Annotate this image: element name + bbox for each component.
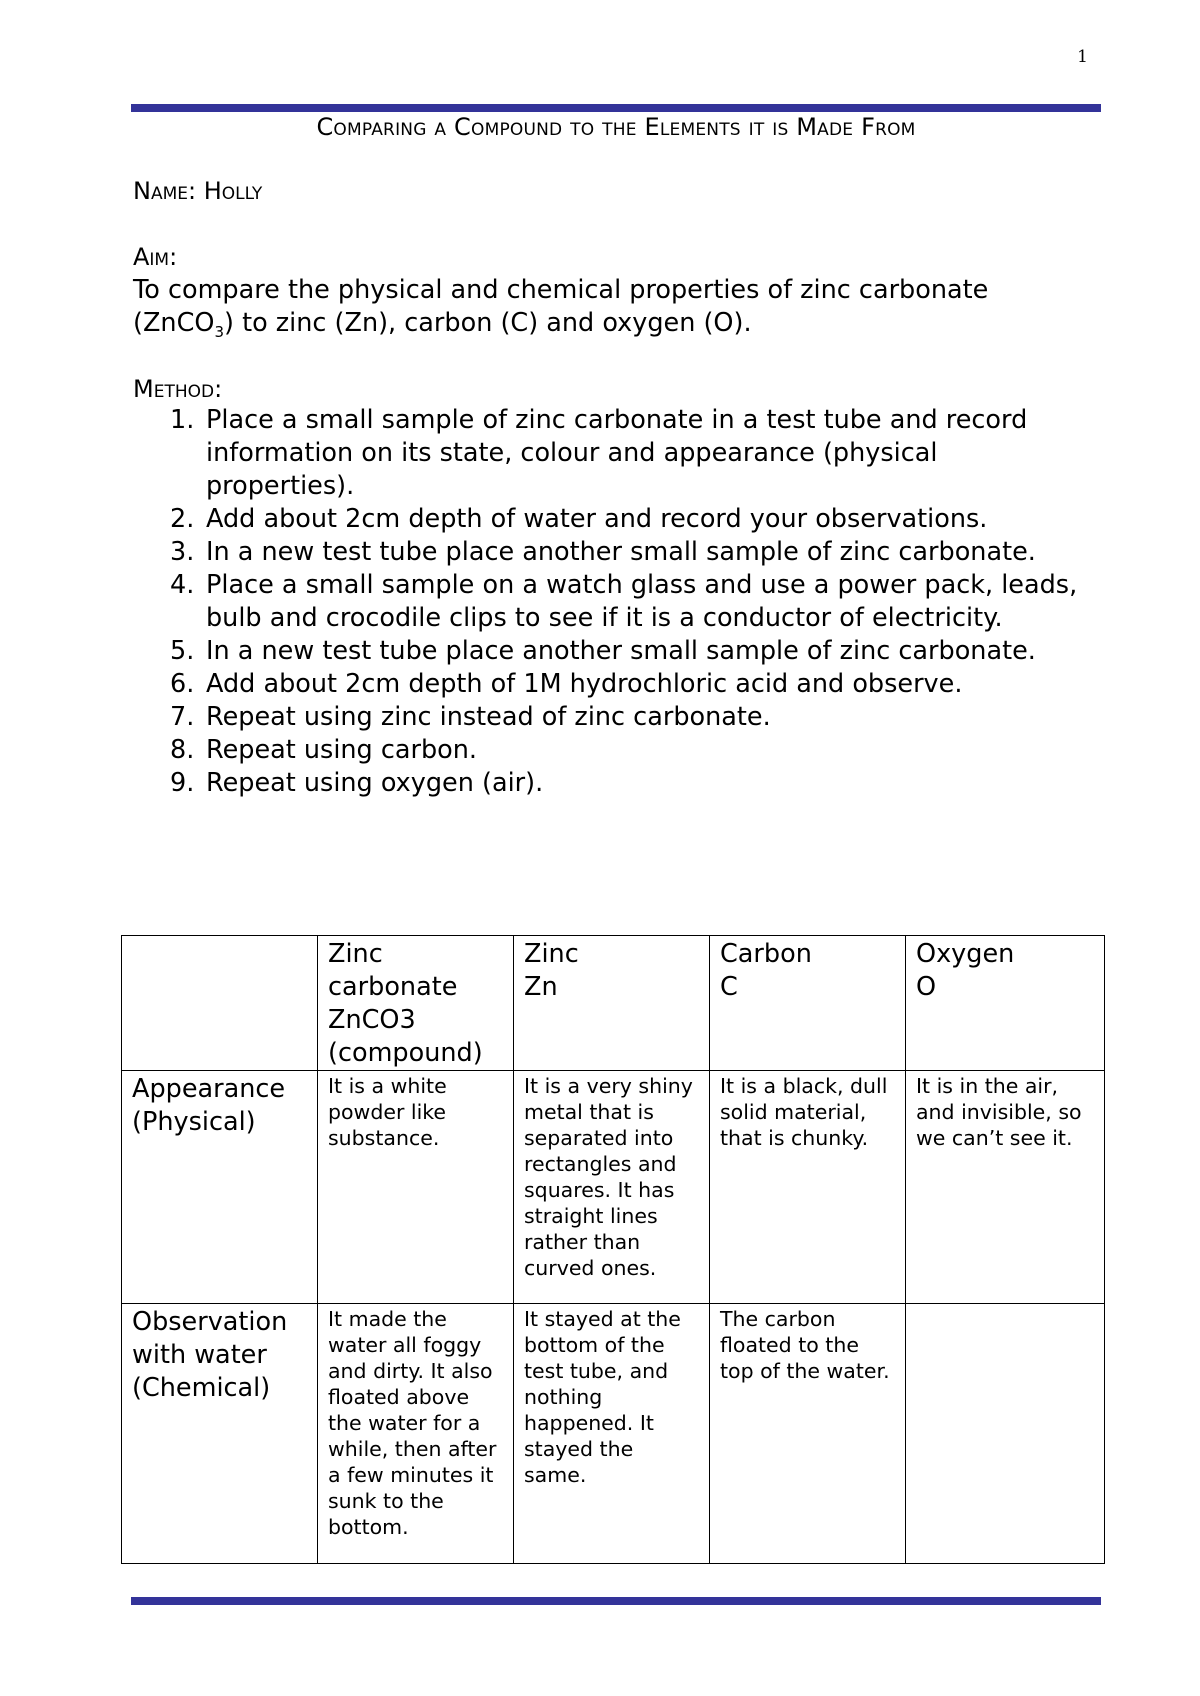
table-row-appearance [122, 1071, 1105, 1304]
table-cell: It is a very shiny metal that is separated into rectangles and squares. It has straight lines rather than curved ones. [514, 1071, 710, 1304]
aim-subscript: 3 [214, 323, 225, 342]
column-header-oxygen [906, 936, 1105, 1071]
table-cell: It made the water all foggy and dirty. It also floated above the water for a while, then after a few minutes it sunk to the bottom. [318, 1304, 514, 1564]
step-number: 1. [170, 405, 195, 435]
column-header-line: C [720, 972, 738, 1002]
table-header-row [122, 936, 1105, 1071]
table-cell: It is in the air, and invisible, so we can’t see it. [906, 1071, 1105, 1304]
column-header-line: carbonate [328, 972, 458, 1002]
table-cell: The carbon floated to the top of the water. [710, 1304, 906, 1564]
column-header-zinc [514, 936, 710, 1071]
aim-text-start: To compare the physical and chemical properties of zinc carbonate (ZnCO [133, 275, 989, 338]
column-header-line: ZnCO3 [328, 1005, 416, 1035]
step-text: Add about 2cm depth of 1M hydrochloric acid and observe. [206, 669, 963, 699]
step-number: 6. [170, 669, 195, 699]
method-steps [133, 404, 1093, 800]
page-number: 1 [1077, 47, 1088, 67]
method-step [133, 668, 1093, 701]
page-title: Comparing a Compound to the Elements it is Made From [316, 113, 916, 141]
step-number: 2. [170, 504, 195, 534]
column-header-line: Oxygen [916, 939, 1015, 969]
column-header-line: Zn [524, 972, 558, 1002]
method-step [133, 503, 1093, 536]
step-number: 5. [170, 636, 195, 666]
row-header: Observation with water (Chemical) [122, 1304, 318, 1564]
step-number: 3. [170, 537, 195, 567]
method-step [133, 569, 1093, 635]
step-text: Repeat using carbon. [206, 735, 478, 765]
table-row-water [122, 1304, 1105, 1564]
top-rule [131, 104, 1101, 112]
table-cell: It is a black, dull solid material, that is chunky. [710, 1071, 906, 1304]
method-step [133, 635, 1093, 668]
column-header-line: Zinc [524, 939, 579, 969]
step-number: 4. [170, 570, 195, 600]
method-step [133, 536, 1093, 569]
table-cell [906, 1304, 1105, 1564]
column-header-line: Zinc [328, 939, 383, 969]
step-text: In a new test tube place another small sample of zinc carbonate. [206, 636, 1036, 666]
results-table [121, 935, 1105, 1564]
step-text: In a new test tube place another small sample of zinc carbonate. [206, 537, 1036, 567]
method-step [133, 734, 1093, 767]
table-cell: It is a white powder like substance. [318, 1071, 514, 1304]
step-text: Add about 2cm depth of water and record your observations. [206, 504, 988, 534]
row-header: Appearance (Physical) [122, 1071, 318, 1304]
aim-heading: Aim: [133, 243, 178, 271]
table-cell: It stayed at the bottom of the test tube, and nothing happened. It stayed the same. [514, 1304, 710, 1564]
name-label: Name: [133, 177, 197, 205]
step-text: Repeat using zinc instead of zinc carbonate. [206, 702, 771, 732]
column-header-carbon [710, 936, 906, 1071]
step-text: Place a small sample on a watch glass and use a power pack, leads, bulb and crocodile clips to see if it is a conductor of electricity. [206, 570, 1078, 633]
aim-text [133, 274, 1093, 349]
column-header-zinc-carbonate [318, 936, 514, 1071]
column-header-line: O [916, 972, 937, 1002]
column-header-line: (compound) [328, 1038, 483, 1068]
aim-text-end: ) to zinc (Zn), carbon (C) and oxygen (O). [224, 308, 752, 338]
table-corner-cell [122, 936, 318, 1071]
step-text: Repeat using oxygen (air). [206, 768, 544, 798]
method-step [133, 404, 1093, 503]
method-heading: Method: [133, 375, 223, 403]
step-number: 9. [170, 768, 195, 798]
method-step [133, 701, 1093, 734]
method-step [133, 767, 1093, 800]
name-line [133, 175, 1093, 208]
step-text: Place a small sample of zinc carbonate in a test tube and record information on its state, colour and appearance (physical properties). [206, 405, 1028, 501]
bottom-rule [131, 1597, 1101, 1605]
name-value: Holly [203, 177, 263, 205]
step-number: 7. [170, 702, 195, 732]
column-header-line: Carbon [720, 939, 812, 969]
step-number: 8. [170, 735, 195, 765]
